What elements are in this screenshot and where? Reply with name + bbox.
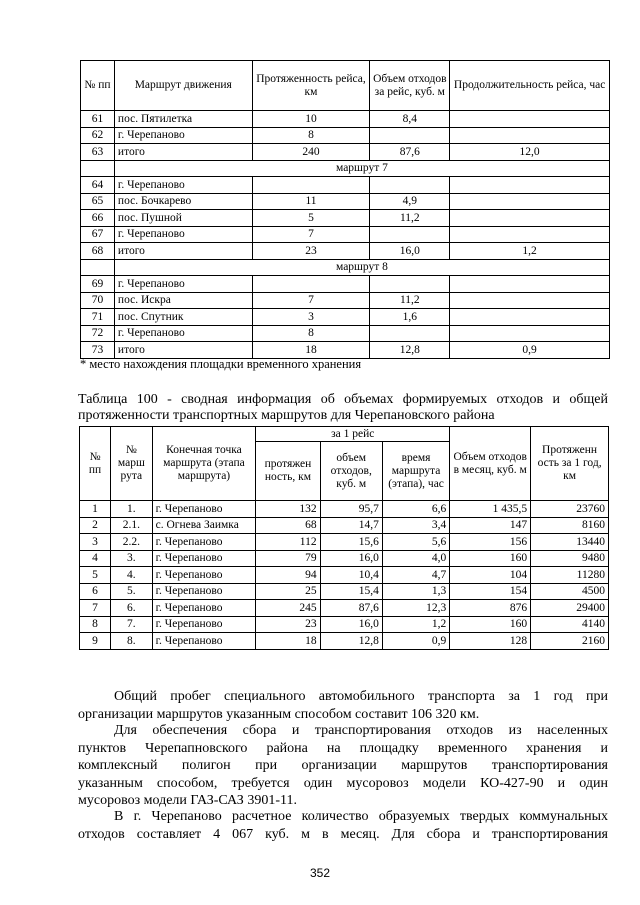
cell-duration bbox=[450, 111, 610, 128]
cell-route: итого bbox=[114, 243, 252, 260]
text-line: Общий пробег специального автомобильного транспорта за 1 год при bbox=[114, 689, 608, 704]
cell-volume: 15,4 bbox=[320, 583, 382, 600]
header-length: протяжен ность, км bbox=[256, 442, 320, 501]
table-row bbox=[81, 243, 610, 260]
cell-number: 73 bbox=[81, 342, 115, 359]
cell-length: 68 bbox=[256, 517, 320, 534]
cell-time: 4,7 bbox=[382, 567, 449, 584]
cell-month-volume: 128 bbox=[450, 633, 531, 650]
text-line: организации маршрутов указанным способом составит 106 320 км. bbox=[78, 706, 480, 722]
cell-number: 1 bbox=[80, 501, 111, 518]
table-row bbox=[81, 210, 610, 227]
cell-route: пос. Искра bbox=[114, 292, 252, 309]
cell-length: 25 bbox=[256, 583, 320, 600]
cell-number: 9 bbox=[80, 633, 111, 650]
cell-volume: 14,7 bbox=[320, 517, 382, 534]
header-volume: Объем отходов за рейс, куб. м bbox=[370, 61, 450, 111]
cell-number: 71 bbox=[81, 309, 115, 326]
table-row bbox=[80, 616, 609, 633]
cell-time: 1,3 bbox=[382, 583, 449, 600]
cell-duration bbox=[450, 292, 610, 309]
cell-month-volume: 876 bbox=[450, 600, 531, 617]
table-row bbox=[81, 111, 610, 128]
paragraph-vehicles bbox=[78, 722, 608, 810]
text-line: мусоровоз модели ГАЗ-САЗ 3901-11. bbox=[78, 793, 297, 808]
cell-end-point: г. Черепаново bbox=[152, 583, 256, 600]
cell-number: 6 bbox=[80, 583, 111, 600]
cell-number: 5 bbox=[80, 567, 111, 584]
cell-year-length: 13440 bbox=[531, 534, 609, 551]
cell-number: 2 bbox=[80, 517, 111, 534]
cell-year-length: 29400 bbox=[531, 600, 609, 617]
header-year-length: Протяженн ость за 1 год, км bbox=[531, 427, 609, 501]
cell-end-point: г. Черепаново bbox=[152, 501, 256, 518]
table-header-row bbox=[81, 61, 610, 111]
cell-duration bbox=[450, 325, 610, 342]
footnote: * место нахождения площадки временного хранения bbox=[80, 357, 362, 371]
cell-length: 240 bbox=[252, 144, 370, 161]
table-row bbox=[80, 583, 609, 600]
cell-number: 7 bbox=[80, 600, 111, 617]
cell-duration: 12,0 bbox=[450, 144, 610, 161]
cell-month-volume: 156 bbox=[450, 534, 531, 551]
cell-time: 0,9 bbox=[382, 633, 449, 650]
cell-route: г. Черепаново bbox=[114, 276, 252, 293]
cell-length: 23 bbox=[252, 243, 370, 260]
cell-length: 8 bbox=[252, 127, 370, 144]
cell-month-volume: 104 bbox=[450, 567, 531, 584]
cell-volume bbox=[370, 325, 450, 342]
cell-route-number: 2.2. bbox=[111, 534, 152, 551]
cell-duration bbox=[450, 309, 610, 326]
cell-route-number: 4. bbox=[111, 567, 152, 584]
cell-route-number: 5. bbox=[111, 583, 152, 600]
cell-duration bbox=[450, 210, 610, 227]
cell-volume bbox=[370, 226, 450, 243]
cell-length: 5 bbox=[252, 210, 370, 227]
cell-volume: 4,9 bbox=[370, 193, 450, 210]
cell-duration bbox=[450, 276, 610, 293]
cell-volume: 15,6 bbox=[320, 534, 382, 551]
text-line: указанным способом, требуется один мусоровоз модели КО-427-90 и один bbox=[78, 775, 608, 791]
cell-year-length: 8160 bbox=[531, 517, 609, 534]
paragraph-mileage bbox=[78, 688, 608, 723]
cell-route: г. Черепаново bbox=[114, 226, 252, 243]
table-row bbox=[80, 534, 609, 551]
cell-end-point: г. Черепаново bbox=[152, 550, 256, 567]
cell-volume: 12,8 bbox=[370, 342, 450, 359]
cell-route: пос. Бочкарево bbox=[114, 193, 252, 210]
cell-volume: 11,2 bbox=[370, 210, 450, 227]
table-row bbox=[80, 517, 609, 534]
cell-month-volume: 1 435,5 bbox=[450, 501, 531, 518]
table-row bbox=[81, 226, 610, 243]
text-line: пунктов Черепапновского района на площадку временного хранения и bbox=[78, 740, 608, 756]
header-time: время маршрута (этапа), час bbox=[382, 442, 449, 501]
caption-line: протяженности транспортных маршрутов для Черепановского района bbox=[78, 408, 495, 423]
cell-time: 12,3 bbox=[382, 600, 449, 617]
cell-length: 7 bbox=[252, 226, 370, 243]
cell-number: 69 bbox=[81, 276, 115, 293]
cell-month-volume: 147 bbox=[450, 517, 531, 534]
table-row bbox=[80, 567, 609, 584]
cell-length: 132 bbox=[256, 501, 320, 518]
cell-length bbox=[252, 276, 370, 293]
cell-volume: 16,0 bbox=[370, 243, 450, 260]
text-line: Для обеспечения сбора и транспортирования отходов из населенных bbox=[114, 723, 608, 738]
cell-route: г. Черепаново bbox=[114, 177, 252, 194]
route-heading: маршрут 7 bbox=[114, 160, 609, 177]
cell-route: пос. Спутник bbox=[114, 309, 252, 326]
header-route-number: № марш рута bbox=[111, 427, 152, 501]
cell-volume: 95,7 bbox=[320, 501, 382, 518]
cell-volume: 16,0 bbox=[320, 616, 382, 633]
cell-duration bbox=[450, 193, 610, 210]
header-number: № пп bbox=[81, 61, 115, 111]
cell-year-length: 23760 bbox=[531, 501, 609, 518]
cell-volume: 16,0 bbox=[320, 550, 382, 567]
text-line: В г. Черепаново расчетное количество образуемых твердых коммунальных bbox=[114, 809, 608, 824]
cell-end-point: с. Огнева Заимка bbox=[152, 517, 256, 534]
cell-route: итого bbox=[114, 342, 252, 359]
route-heading: маршрут 8 bbox=[114, 259, 609, 276]
cell-end-point: г. Черепаново bbox=[152, 616, 256, 633]
cell-volume: 11,2 bbox=[370, 292, 450, 309]
table-row bbox=[80, 501, 609, 518]
cell-length: 23 bbox=[256, 616, 320, 633]
cell-volume: 87,6 bbox=[320, 600, 382, 617]
summary-table bbox=[79, 426, 609, 650]
cell-number: 3 bbox=[80, 534, 111, 551]
page-number: 352 bbox=[309, 866, 331, 880]
cell-length: 245 bbox=[256, 600, 320, 617]
cell-end-point: г. Черепаново bbox=[152, 567, 256, 584]
cell-time: 6,6 bbox=[382, 501, 449, 518]
cell-volume: 10,4 bbox=[320, 567, 382, 584]
cell-length: 7 bbox=[252, 292, 370, 309]
table-row bbox=[80, 600, 609, 617]
cell-number: 70 bbox=[81, 292, 115, 309]
cell-number: 65 bbox=[81, 193, 115, 210]
cell-route: г. Черепаново bbox=[114, 325, 252, 342]
cell-route-number: 3. bbox=[111, 550, 152, 567]
cell-volume: 87,6 bbox=[370, 144, 450, 161]
cell-length: 94 bbox=[256, 567, 320, 584]
cell-length: 79 bbox=[256, 550, 320, 567]
cell-end-point: г. Черепаново bbox=[152, 633, 256, 650]
table-row bbox=[81, 144, 610, 161]
cell-route: итого bbox=[114, 144, 252, 161]
cell-month-volume: 160 bbox=[450, 616, 531, 633]
table-row bbox=[81, 309, 610, 326]
cell-route: пос. Пушной bbox=[114, 210, 252, 227]
cell-number: 4 bbox=[80, 550, 111, 567]
cell-year-length: 11280 bbox=[531, 567, 609, 584]
header-month-volume: Объем отходов в месяц, куб. м bbox=[450, 427, 531, 501]
header-per-trip: за 1 рейс bbox=[256, 427, 450, 442]
cell-end-point: г. Черепаново bbox=[152, 534, 256, 551]
table-row bbox=[81, 292, 610, 309]
cell-length: 3 bbox=[252, 309, 370, 326]
cell-route-number: 2.1. bbox=[111, 517, 152, 534]
cell-number: 66 bbox=[81, 210, 115, 227]
cell-number: 72 bbox=[81, 325, 115, 342]
table-row bbox=[81, 177, 610, 194]
cell-route-number: 8. bbox=[111, 633, 152, 650]
cell-duration bbox=[450, 226, 610, 243]
cell-duration bbox=[450, 127, 610, 144]
cell-length: 112 bbox=[256, 534, 320, 551]
table-caption bbox=[78, 392, 608, 424]
table-row bbox=[81, 276, 610, 293]
cell-volume: 12,8 bbox=[320, 633, 382, 650]
cell-volume bbox=[370, 127, 450, 144]
cell-duration bbox=[450, 177, 610, 194]
cell-number bbox=[81, 259, 115, 276]
table-header-row bbox=[80, 427, 609, 442]
cell-duration: 1,2 bbox=[450, 243, 610, 260]
text-line: комплексный полигон при организации маршрутов транспортирования bbox=[78, 758, 608, 773]
cell-length: 11 bbox=[252, 193, 370, 210]
cell-volume: 8,4 bbox=[370, 111, 450, 128]
cell-number: 62 bbox=[81, 127, 115, 144]
header-duration: Продолжительность рейса, час bbox=[450, 61, 610, 111]
table-row bbox=[81, 193, 610, 210]
caption-line: Таблица 100 - сводная информация об объемах формируемых отходов и общей bbox=[78, 392, 608, 407]
header-end-point: Конечная точка маршрута (этапа маршрута) bbox=[152, 427, 256, 501]
cell-year-length: 4140 bbox=[531, 616, 609, 633]
cell-year-length: 9480 bbox=[531, 550, 609, 567]
table-row bbox=[81, 259, 610, 276]
table-row bbox=[81, 127, 610, 144]
cell-route: пос. Пятилетка bbox=[114, 111, 252, 128]
cell-length: 8 bbox=[252, 325, 370, 342]
cell-number: 63 bbox=[81, 144, 115, 161]
cell-time: 1,2 bbox=[382, 616, 449, 633]
cell-year-length: 2160 bbox=[531, 633, 609, 650]
table-row bbox=[81, 160, 610, 177]
cell-time: 5,6 bbox=[382, 534, 449, 551]
cell-end-point: г. Черепаново bbox=[152, 600, 256, 617]
cell-year-length: 4500 bbox=[531, 583, 609, 600]
header-route: Маршрут движения bbox=[114, 61, 252, 111]
text-line: отходов составляет 4 067 куб. м в месяц. Для сбора и транспортирования bbox=[78, 826, 608, 842]
cell-route: г. Черепаново bbox=[114, 127, 252, 144]
cell-number: 64 bbox=[81, 177, 115, 194]
cell-length bbox=[252, 177, 370, 194]
header-volume: объем отходов, куб. м bbox=[320, 442, 382, 501]
cell-route-number: 6. bbox=[111, 600, 152, 617]
table-row bbox=[80, 633, 609, 650]
header-length: Протяженность рейса, км bbox=[252, 61, 370, 111]
cell-volume: 1,6 bbox=[370, 309, 450, 326]
header-number: № пп bbox=[80, 427, 111, 501]
paragraph-waste-volume bbox=[78, 808, 608, 843]
cell-duration: 0,9 bbox=[450, 342, 610, 359]
cell-number: 61 bbox=[81, 111, 115, 128]
cell-route-number: 7. bbox=[111, 616, 152, 633]
cell-time: 4,0 bbox=[382, 550, 449, 567]
cell-number bbox=[81, 160, 115, 177]
cell-length: 10 bbox=[252, 111, 370, 128]
cell-number: 8 bbox=[80, 616, 111, 633]
table-row bbox=[81, 325, 610, 342]
table-row bbox=[80, 550, 609, 567]
cell-time: 3,4 bbox=[382, 517, 449, 534]
cell-number: 68 bbox=[81, 243, 115, 260]
table-row bbox=[81, 342, 610, 359]
cell-volume bbox=[370, 276, 450, 293]
cell-route-number: 1. bbox=[111, 501, 152, 518]
cell-length: 18 bbox=[256, 633, 320, 650]
routes-table bbox=[80, 60, 610, 359]
cell-month-volume: 160 bbox=[450, 550, 531, 567]
cell-length: 18 bbox=[252, 342, 370, 359]
cell-month-volume: 154 bbox=[450, 583, 531, 600]
cell-volume bbox=[370, 177, 450, 194]
cell-number: 67 bbox=[81, 226, 115, 243]
